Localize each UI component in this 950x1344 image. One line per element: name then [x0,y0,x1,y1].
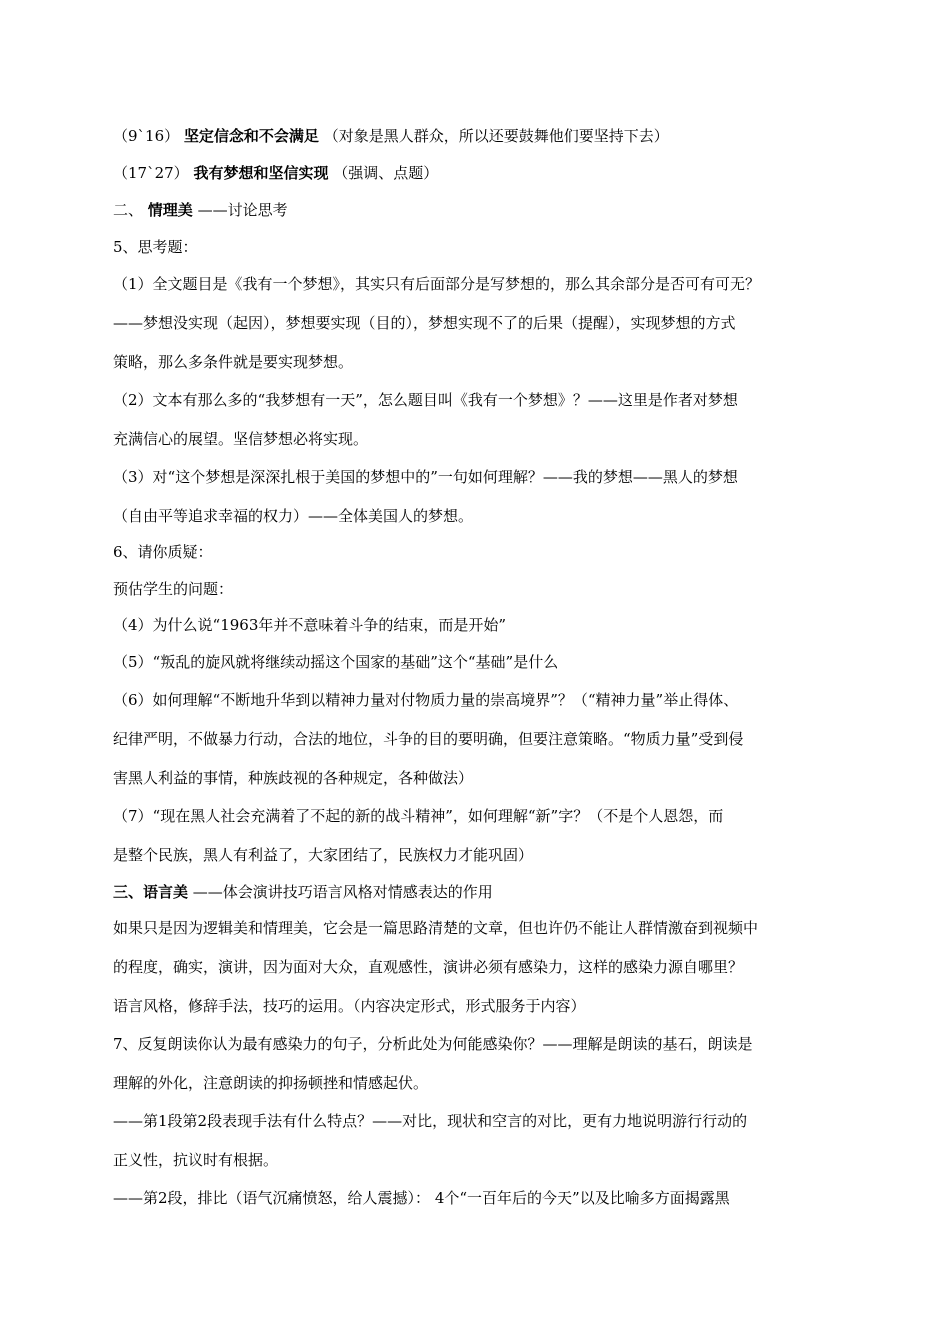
section-note: （强调、点题） [333,164,439,182]
paragraph-line: （自由平等追求幸福的权力）——全体美国人的梦想。 [113,507,474,525]
paragraph-line: （2）文本有那么多的“我梦想有一天”，怎么题目叫《我有一个梦想》？——这里是作者对梦想 [113,391,738,409]
paragraph-line: ——第1段第2段表现手法有什么特点？——对比，现状和空言的对比，更有力地说明游行行动的 [113,1112,748,1130]
section-range: （17`27） [113,164,189,182]
section-heading: 我有梦想和坚信实现 [193,164,329,182]
paragraph-line: 预估学生的问题： [113,580,234,598]
paragraph-line: 理解的外化，注意朗读的抑扬顿挫和情感起伏。 [113,1074,429,1092]
paragraph-line: ——梦想没实现（起因），梦想要实现（目的），梦想实现不了的后果（提醒），实现梦想的方式 [113,314,736,332]
section-heading: 坚定信念和不会满足 [183,127,319,145]
outline-item-17-27 [113,162,843,184]
heading-subtitle: ——讨论思考 [197,201,288,219]
paragraph-line: （5）“叛乱的旋风就将继续动摇这个国家的基础”这个“基础”是什么 [113,653,559,671]
paragraph-line: 如果只是因为逻辑美和情理美，它会是一篇思路清楚的文章，但也许仍不能让人群情激奋到视频中 [113,919,759,937]
paragraph-line: 纪律严明，不做暴力行动，合法的地位，斗争的目的要明确，但要注意策略。“物质力量”受到侵 [113,730,744,748]
section-note: （对象是黑人群众，所以还要鼓舞他们要坚持下去） [323,127,669,145]
paragraph-line: 是整个民族，黑人有利益了，大家团结了，民族权力才能巩固） [113,846,534,864]
paragraph-line: 正义性，抗议时有根据。 [113,1151,279,1169]
paragraph-line: （4）为什么说“1963年并不意味着斗争的结束，而是开始” [113,616,507,634]
question-heading-6: 6、请你质疑： [113,543,213,561]
paragraph-line: 充满信心的展望。坚信梦想必将实现。 [113,430,369,448]
heading-qingli [113,199,843,221]
paragraph-line: ——第2段，排比（语气沉痛愤怒，给人震撼）： 4个“一百年后的今天”以及比喻多方面揭露黑 [113,1189,730,1207]
paragraph-line: （3）对“这个梦想是深深扎根于美国的梦想中的”一句如何理解？——我的梦想——黑人的梦想 [113,468,738,486]
paragraph-line: （7）“现在黑人社会充满着了不起的新的战斗精神”，如何理解“新”字？（不是个人恩怨，而 [113,807,724,825]
heading-number: 二、 [113,201,144,219]
paragraph-line: 的程度，确实，演讲，因为面对大众，直观感性，演讲必须有感染力，这样的感染力源自哪里？ [113,958,744,976]
outline-item-9-16 [113,125,843,147]
heading-title: 情理美 [147,201,193,219]
paragraph-line: （6）如何理解“不断地升华到以精神力量对付物质力量的崇高境界”？（“精神力量”举止得体、 [113,691,739,709]
paragraph-line: （1）全文题目是《我有一个梦想》，其实只有后面部分是写梦想的，那么其余部分是否可有可无？ [113,275,761,293]
heading-subtitle: ——体会演讲技巧语言风格对情感表达的作用 [192,883,493,901]
paragraph-line: 7、反复朗读你认为最有感染力的句子，分析此处为何能感染你？——理解是朗读的基石，朗读是 [113,1035,753,1053]
heading-yuyan [113,881,843,903]
paragraph-line: 害黑人利益的事情，种族歧视的各种规定，各种做法） [113,769,474,787]
question-heading-5: 5、思考题： [113,238,198,256]
paragraph-line: 语言风格，修辞手法，技巧的运用。（内容决定形式，形式服务于内容） [113,997,586,1015]
heading-title: 三、语言美 [113,883,189,901]
paragraph-line: 策略，那么多条件就是要实现梦想。 [113,353,354,371]
section-range: （9`16） [113,127,180,145]
